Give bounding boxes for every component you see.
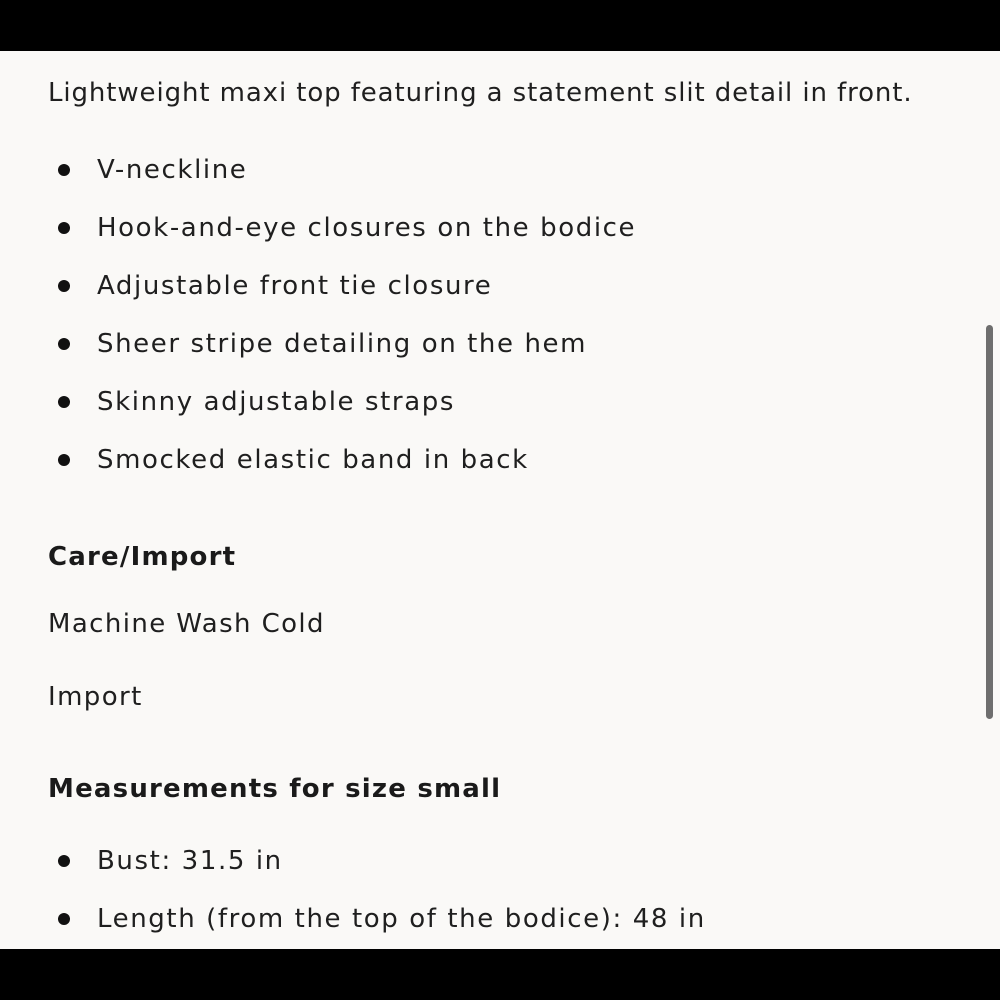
measurement-text: Length (from the top of the bodice): 48 in <box>97 904 706 934</box>
bullet-icon <box>58 454 70 466</box>
measurements-heading: Measurements for size small <box>48 774 502 804</box>
care-origin-text: Import <box>48 682 143 712</box>
list-item <box>58 153 247 187</box>
bullet-icon <box>58 396 70 408</box>
list-item <box>58 844 283 878</box>
feature-text: Adjustable front tie closure <box>97 271 493 301</box>
measurement-text: Bust: 31.5 in <box>97 846 283 876</box>
list-item <box>58 902 706 936</box>
bullet-icon <box>58 855 70 867</box>
care-wash-text: Machine Wash Cold <box>48 609 325 639</box>
list-item <box>58 385 455 419</box>
scrollbar-thumb[interactable] <box>986 325 993 719</box>
feature-text: Skinny adjustable straps <box>97 387 456 417</box>
bullet-icon <box>58 913 70 925</box>
product-description: Lightweight maxi top featuring a statement slit detail in front. <box>48 78 913 108</box>
care-import-heading: Care/Import <box>48 542 237 572</box>
list-item <box>58 211 636 245</box>
list-item <box>58 443 529 477</box>
product-details-panel[interactable] <box>0 51 1000 949</box>
bullet-icon <box>58 222 70 234</box>
feature-text: V-neckline <box>97 155 248 185</box>
feature-text: Hook-and-eye closures on the bodice <box>97 213 637 243</box>
bullet-icon <box>58 280 70 292</box>
feature-text: Sheer stripe detailing on the hem <box>97 329 588 359</box>
feature-text: Smocked elastic band in back <box>97 445 529 475</box>
list-item <box>58 327 587 361</box>
bullet-icon <box>58 338 70 350</box>
bullet-icon <box>58 164 70 176</box>
list-item <box>58 269 492 303</box>
